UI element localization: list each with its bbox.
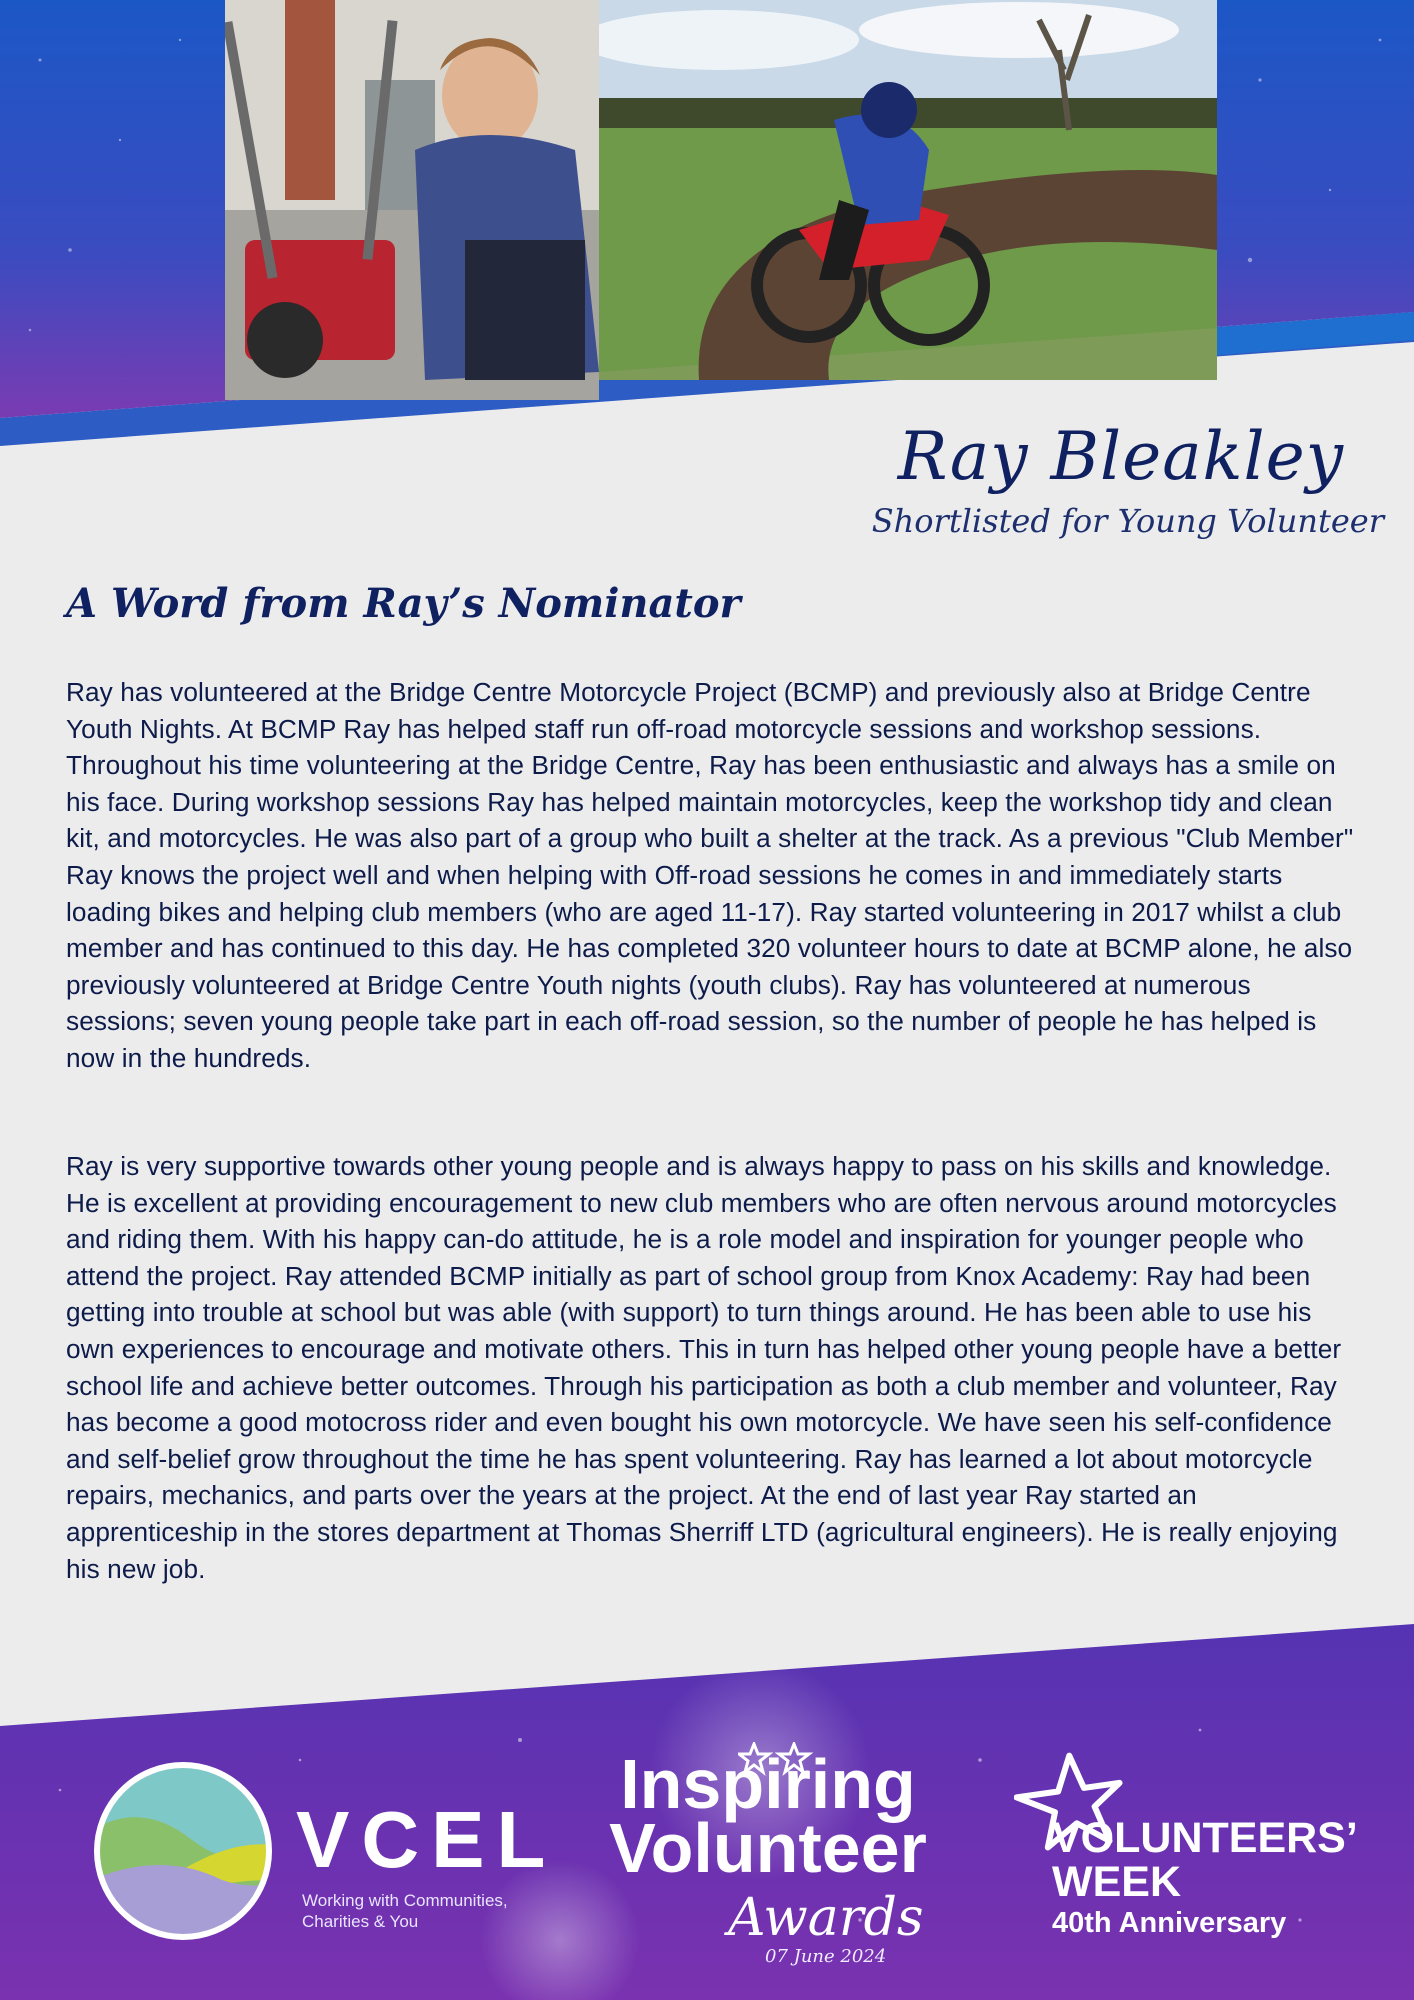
nomination-paragraph-1: Ray has volunteered at the Bridge Centre Motorcycle Project (BCMP) and previously also at Bridge Centre Youth Nights. At BCMP Ray has helped staff run off-road motorcycle sessions and workshop sessions. Throughout his time volunteering at the Bridge Centre, Ray has been enthusiastic and always has a smile on his face. During workshop sessions Ray has helped maintain motorcycles, keep the workshop tidy and clean kit, and motorcycles. He was also part of a group who built a shelter at the track. As a previous "Club Member" Ray knows the project well and when helping with Off-road sessions he comes in and immediately starts loading bikes and helping club members (who are aged 11-17). Ray started volunteering in 2017 whilst a club member and has continued to this day. He has completed 320 volunteer hours to date at BCMP alone, he also previously volunteered at Bridge Centre Youth nights (youth clubs). Ray has volunteered at numerous sessions; seven young people take part in each off-road session, so the number of people he has helped is now in the hundreds. (66, 677, 1354, 1073)
vcel-tagline-line-2: Charities & You (302, 1912, 419, 1931)
vcel-logo-text: VCEL (296, 1795, 558, 1884)
vcel-tagline (302, 1890, 562, 1932)
awards-line-awards: Awards (728, 1888, 924, 1948)
photo-lawnmower-repair (225, 0, 599, 400)
awards-line-inspiring: Inspiring (620, 1745, 916, 1823)
awards-logo (578, 1745, 958, 1887)
section-heading: A Word from Ray’s Nominator (66, 580, 741, 627)
volunteers-week-anniversary: 40th Anniversary (1052, 1907, 1287, 1939)
photo-motocross-rider (599, 0, 1217, 380)
nomination-paragraph-2: Ray is very supportive towards other young people and is always happy to pass on his skills and knowledge. He is excellent at providing encouragement to new club members who are often nervous around motorcycles and riding them. With his happy can-do attitude, he is a role model and inspiration for younger people who attend the project. Ray attended BCMP initially as part of school group from Knox Academy: Ray had been getting into trouble at school but was able (with support) to turn things around. He has been able to use his own experiences to encourage and motivate others. This in turn has helped other young people have a better school life and achieve better outcomes. Through his participation as both a club member and volunteer, Ray has become a good motocross rider and even bought his own motorcycle. We have seen his self-confidence and self-belief grow throughout the time he has spent volunteering. Ray has learned a lot about motorcycle repairs, mechanics, and parts over the years at the project. At the end of last year Ray started an apprenticeship in the stores department at Thomas Sherriff LTD (agricultural engineers). He is really enjoying his new job. (66, 1151, 1342, 1584)
awards-line-volunteer: Volunteer (609, 1809, 927, 1887)
nominee-category: Shortlisted for Young Volunteer (871, 502, 1384, 540)
volunteers-week-line-2: WEEK (1052, 1858, 1181, 1906)
volunteers-week-line-1: VOLUNTEERS’ (1052, 1814, 1358, 1862)
nominee-name: Ray Bleakley (897, 418, 1344, 495)
vcel-tagline-line-1: Working with Communities, (302, 1891, 508, 1910)
awards-date: 07 June 2024 (765, 1946, 887, 1967)
vcel-logo-emblem (92, 1760, 274, 1942)
